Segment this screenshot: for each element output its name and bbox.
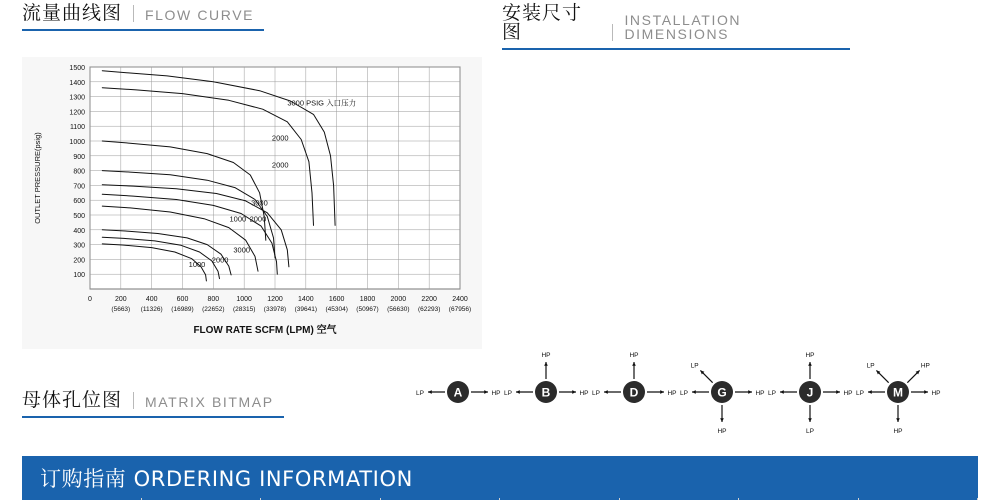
svg-text:G: G <box>717 385 727 400</box>
install-diagram-b <box>504 352 588 403</box>
svg-text:1400: 1400 <box>298 296 314 303</box>
svg-text:LP: LP <box>856 390 864 397</box>
svg-text:HP: HP <box>843 390 853 397</box>
svg-text:600: 600 <box>176 296 189 303</box>
svg-text:900: 900 <box>73 153 85 161</box>
svg-text:2000: 2000 <box>390 296 407 303</box>
svg-text:LP: LP <box>504 390 512 397</box>
heading-divider <box>133 5 134 22</box>
svg-text:0: 0 <box>88 296 92 303</box>
svg-text:600: 600 <box>73 198 85 206</box>
svg-text:HP: HP <box>755 390 765 397</box>
svg-text:1000: 1000 <box>229 214 247 224</box>
svg-text:2000: 2000 <box>271 160 289 170</box>
svg-text:3000: 3000 <box>233 245 251 255</box>
installation-diagrams <box>414 352 980 435</box>
svg-text:LP: LP <box>768 390 776 397</box>
svg-text:1000: 1000 <box>236 296 252 303</box>
svg-text:400: 400 <box>73 227 85 235</box>
install-diagram-j <box>768 352 852 435</box>
svg-text:HP: HP <box>805 352 815 359</box>
svg-text:(45304): (45304) <box>325 306 348 313</box>
svg-text:LP: LP <box>866 362 875 370</box>
heading-divider <box>612 24 613 41</box>
svg-text:(22652): (22652) <box>202 306 225 313</box>
install-diagram-a <box>416 381 500 403</box>
installation-diagram-row <box>414 352 980 435</box>
svg-text:200: 200 <box>73 257 85 265</box>
svg-text:(50967): (50967) <box>356 306 379 313</box>
svg-text:800: 800 <box>73 168 85 176</box>
svg-text:HP: HP <box>893 428 903 435</box>
svg-text:LP: LP <box>592 390 600 397</box>
svg-text:200: 200 <box>114 296 127 303</box>
svg-text:1400: 1400 <box>69 79 85 87</box>
section-heading-matrix-bitmap <box>22 391 284 418</box>
svg-text:800: 800 <box>207 296 220 303</box>
svg-text:1500: 1500 <box>69 65 85 72</box>
flow-curve-chart <box>22 57 482 349</box>
svg-text:HP: HP <box>629 352 639 359</box>
svg-text:LP: LP <box>680 390 688 397</box>
svg-text:A: A <box>453 385 463 400</box>
svg-text:HP: HP <box>717 428 727 435</box>
svg-text:(39641): (39641) <box>294 306 318 313</box>
svg-text:100: 100 <box>73 272 85 280</box>
svg-text:HP: HP <box>579 390 589 397</box>
svg-text:HP: HP <box>667 390 677 397</box>
svg-text:(33978): (33978) <box>263 306 287 313</box>
svg-text:3000: 3000 <box>251 198 268 208</box>
svg-text:1800: 1800 <box>359 296 376 303</box>
section-heading-flow-curve <box>22 4 264 31</box>
svg-text:2000: 2000 <box>249 214 267 224</box>
svg-text:1100: 1100 <box>69 124 85 132</box>
svg-text:(11326): (11326) <box>140 306 163 313</box>
svg-text:FLOW RATE SCFM (LPM) 空气: FLOW RATE SCFM (LPM) 空气 <box>193 325 337 336</box>
install-diagram-m <box>856 363 940 435</box>
svg-text:700: 700 <box>73 183 85 191</box>
install-diagram-g <box>680 363 764 435</box>
svg-text:2000: 2000 <box>211 255 229 265</box>
svg-text:J: J <box>806 385 814 400</box>
svg-text:HP: HP <box>491 390 501 397</box>
heading-divider <box>133 392 134 409</box>
svg-text:1000: 1000 <box>69 139 85 146</box>
svg-text:HP: HP <box>920 362 930 370</box>
svg-text:2200: 2200 <box>421 296 437 303</box>
section-heading-installation-dimensions <box>502 4 850 50</box>
svg-text:D: D <box>629 385 639 400</box>
ordering-information-bar <box>22 456 978 500</box>
section-title-cn: 安装尺寸图 <box>502 2 583 43</box>
svg-text:LP: LP <box>416 390 424 397</box>
svg-text:1200: 1200 <box>267 296 283 303</box>
svg-text:3000 PSIG 入口压力: 3000 PSIG 入口压力 <box>287 98 357 108</box>
section-title-en: INSTALLATION DIMENSIONS <box>624 12 742 42</box>
svg-text:1600: 1600 <box>328 296 345 303</box>
svg-text:M: M <box>893 385 903 400</box>
svg-text:LP: LP <box>806 428 814 435</box>
svg-text:300: 300 <box>73 242 85 250</box>
section-title-en: MATRIX BITMAP <box>145 394 274 410</box>
svg-text:LP: LP <box>690 362 699 370</box>
svg-text:HP: HP <box>541 352 551 359</box>
svg-text:B: B <box>541 385 551 400</box>
svg-text:OUTLET PRESSURE(psig): OUTLET PRESSURE(psig) <box>33 132 42 224</box>
svg-text:(67956): (67956) <box>448 306 472 313</box>
svg-text:(62293): (62293) <box>417 306 441 313</box>
section-title-cn: 流量曲线图 <box>22 2 123 24</box>
section-title-en: FLOW CURVE <box>145 7 255 23</box>
svg-text:2000: 2000 <box>271 133 289 143</box>
section-title-cn: 母体孔位图 <box>22 389 123 411</box>
install-diagram-d <box>592 352 676 403</box>
svg-text:1000: 1000 <box>188 259 206 269</box>
svg-text:(56630): (56630) <box>387 306 410 313</box>
flow-curve-chart-panel <box>22 57 482 349</box>
svg-text:2400: 2400 <box>452 296 468 303</box>
svg-text:500: 500 <box>73 213 85 220</box>
svg-text:HP: HP <box>931 390 941 397</box>
svg-text:400: 400 <box>145 296 158 303</box>
ordering-information-title: 订购指南 ORDERING INFORMATION <box>40 467 413 491</box>
svg-text:(28315): (28315) <box>232 306 256 313</box>
svg-text:1300: 1300 <box>69 94 85 102</box>
svg-text:(5663): (5663) <box>111 306 131 313</box>
svg-text:1200: 1200 <box>69 109 85 117</box>
svg-text:(16989): (16989) <box>171 306 194 313</box>
